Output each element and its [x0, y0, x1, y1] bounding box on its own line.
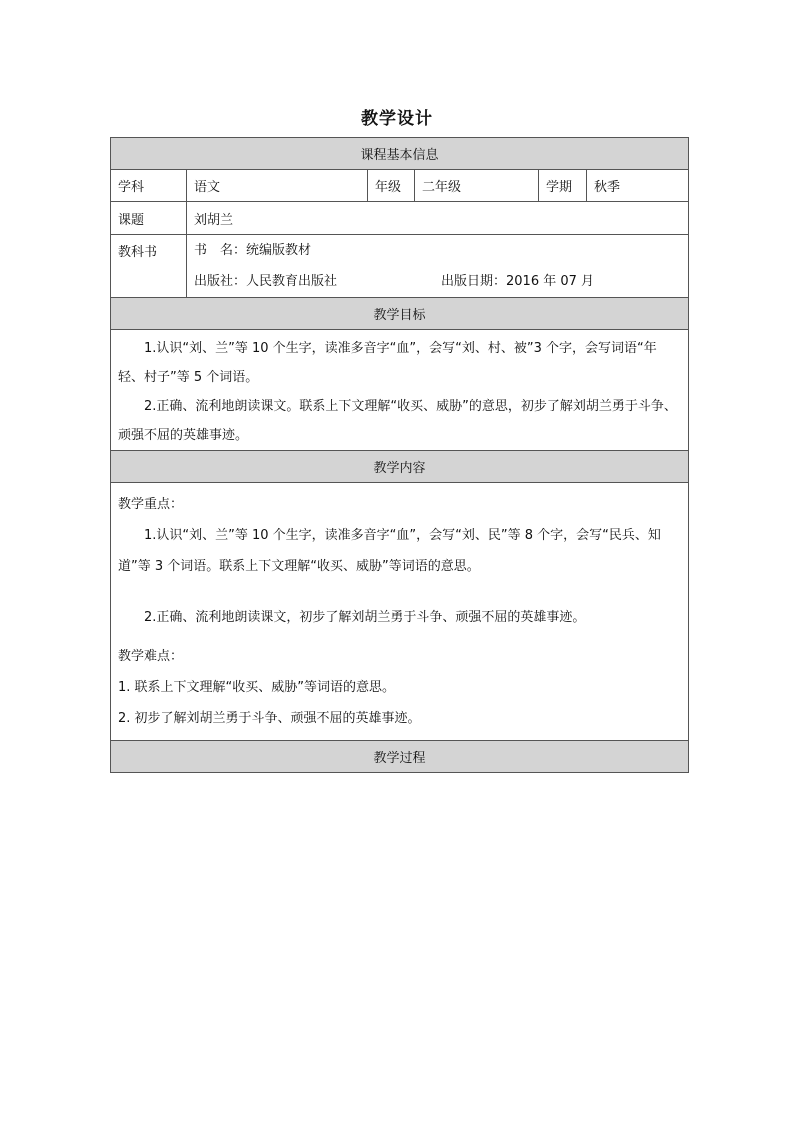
content-body [111, 483, 689, 741]
textbook-row [111, 235, 689, 298]
section-process [111, 741, 689, 773]
section-header-goals: 教学目标 [111, 298, 689, 330]
section-header-process: 教学过程 [111, 741, 689, 773]
grade-value: 二年级 [415, 170, 539, 202]
section-goals [111, 298, 689, 330]
term-label: 学期 [539, 170, 587, 202]
difficult-point-item: 1. 联系上下文理解“收买、威胁”等词语的意思。 [118, 680, 396, 695]
subject-label: 学科 [111, 170, 187, 202]
topic-value: 刘胡兰 [187, 202, 689, 235]
key-point-item: 2.正确、流利地朗读课文，初步了解刘胡兰勇于斗争、顽强不屈的英雄事迹。 [144, 610, 586, 625]
subject-value: 语文 [187, 170, 368, 202]
section-header-basic-info: 课程基本信息 [111, 138, 689, 170]
info-row [111, 170, 689, 202]
goals-row [111, 330, 689, 451]
textbook-details [187, 235, 689, 298]
topic-label: 课题 [111, 202, 187, 235]
document-title: 教学设计 [361, 109, 433, 129]
topic-row [111, 202, 689, 235]
grade-label: 年级 [368, 170, 415, 202]
book-name: 书 名：统编版教材 [194, 243, 312, 258]
content-row [111, 483, 689, 741]
publisher-line [187, 266, 688, 297]
textbook-label: 教科书 [111, 235, 187, 298]
section-basic-info [111, 138, 689, 170]
goals-body [111, 330, 689, 451]
key-points-label: 教学重点： [118, 497, 184, 512]
publisher: 出版社：人民教育出版社 [194, 274, 338, 289]
goal-item: 1.认识“刘、兰”等 10 个生字，读准多音字“血”，会写“刘、村、被”3 个字，会写词语“年轻、村子”等 5 个词语。 [118, 341, 657, 385]
publish-date: 出版日期：2016 年 07 月 [441, 274, 595, 289]
section-content [111, 451, 689, 483]
key-point-item: 1.认识“刘、兰”等 10 个生字，读准多音字“血”，会写“刘、民”等 8 个字，会写“民兵、知道”等 3 个词语。联系上下文理解“收买、威胁”等词语的意思。 [118, 528, 661, 574]
lesson-plan-table [110, 137, 689, 773]
goal-item: 2.正确、流利地朗读课文。联系上下文理解“收买、威胁”的意思，初步了解刘胡兰勇于斗争、顽强不屈的英雄事迹。 [118, 399, 677, 443]
difficult-points-label: 教学难点： [118, 649, 184, 664]
term-value: 秋季 [587, 170, 689, 202]
difficult-point-item: 2. 初步了解刘胡兰勇于斗争、顽强不屈的英雄事迹。 [118, 711, 421, 726]
section-header-content: 教学内容 [111, 451, 689, 483]
